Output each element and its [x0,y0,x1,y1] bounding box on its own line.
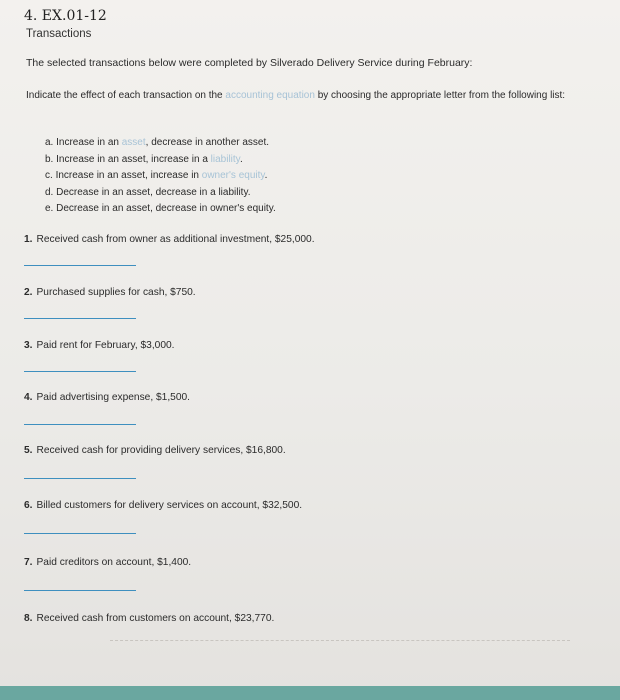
question-text: Paid creditors on account, $1,400. [36,557,192,568]
question-number: 5. [24,445,33,456]
asset-link[interactable]: asset [121,137,146,148]
option-b [45,152,276,169]
answer-input-7[interactable] [24,590,136,591]
option-text: Decrease in an asset, decrease in a liability. [56,186,251,198]
question-number: 4. [24,392,33,403]
answer-input-4[interactable] [24,424,136,425]
option-text-after: . [264,170,268,181]
question-text: Received cash from customers on account, $23,770. [36,613,275,624]
question-6 [24,500,302,511]
option-text-after: , decrease in another asset. [145,137,270,148]
instruction-before: Indicate the effect of each transaction on the [26,90,226,101]
option-letter: d. [45,186,54,198]
question-2 [24,287,196,298]
question-8 [24,613,274,624]
question-text: Received cash from owner as additional investment, $25,000. [36,234,315,245]
options-list [45,135,276,218]
question-number: 2. [24,287,33,298]
question-number: 1. [24,234,33,245]
question-text: Paid rent for February, $3,000. [36,340,175,351]
dotted-divider [110,640,570,641]
question-3 [24,340,174,351]
owners-equity-link[interactable]: owner's equity [201,170,265,181]
question-number: 7. [24,557,33,568]
question-text: Paid advertising expense, $1,500. [36,392,190,403]
problem-id: 4. EX.01-12 [24,8,107,24]
option-letter: e. [45,203,54,214]
instruction-text [26,87,586,104]
answer-input-6[interactable] [24,533,136,534]
question-text: Billed customers for delivery services on account, $32,500. [36,500,303,511]
answer-input-5[interactable] [24,478,136,479]
question-text: Received cash for providing delivery services, $16,800. [36,445,286,456]
intro-text: The selected transactions below were completed by Silverado Delivery Service during February: [26,57,473,69]
option-letter: b. [45,153,54,165]
option-letter: c. [45,170,53,181]
option-text: Increase in an asset, increase in a [56,153,211,165]
accounting-equation-link[interactable]: accounting equation [225,90,315,101]
option-d [45,185,276,202]
instruction-after: by choosing the appropriate letter from the following list: [314,90,566,101]
option-text: Decrease in an asset, decrease in owner's equity. [56,203,276,214]
option-e [45,201,276,218]
option-a [45,135,276,152]
liability-link[interactable]: liability [210,153,240,165]
option-c [45,168,276,185]
question-4 [24,392,190,403]
question-5 [24,445,286,456]
question-number: 6. [24,500,33,511]
option-text: Increase in an asset, increase in [55,170,202,181]
option-letter: a. [45,137,54,148]
answer-input-3[interactable] [24,371,136,372]
option-text-after: . [239,153,243,165]
answer-input-2[interactable] [24,318,136,319]
problem-title: Transactions [26,28,92,40]
question-number: 8. [24,613,33,624]
question-text: Purchased supplies for cash, $750. [36,287,196,298]
question-7 [24,557,191,568]
question-1 [24,234,315,245]
answer-input-1[interactable] [24,265,136,266]
option-text: Increase in an [56,137,122,148]
question-number: 3. [24,340,33,351]
bottom-band [0,686,620,700]
